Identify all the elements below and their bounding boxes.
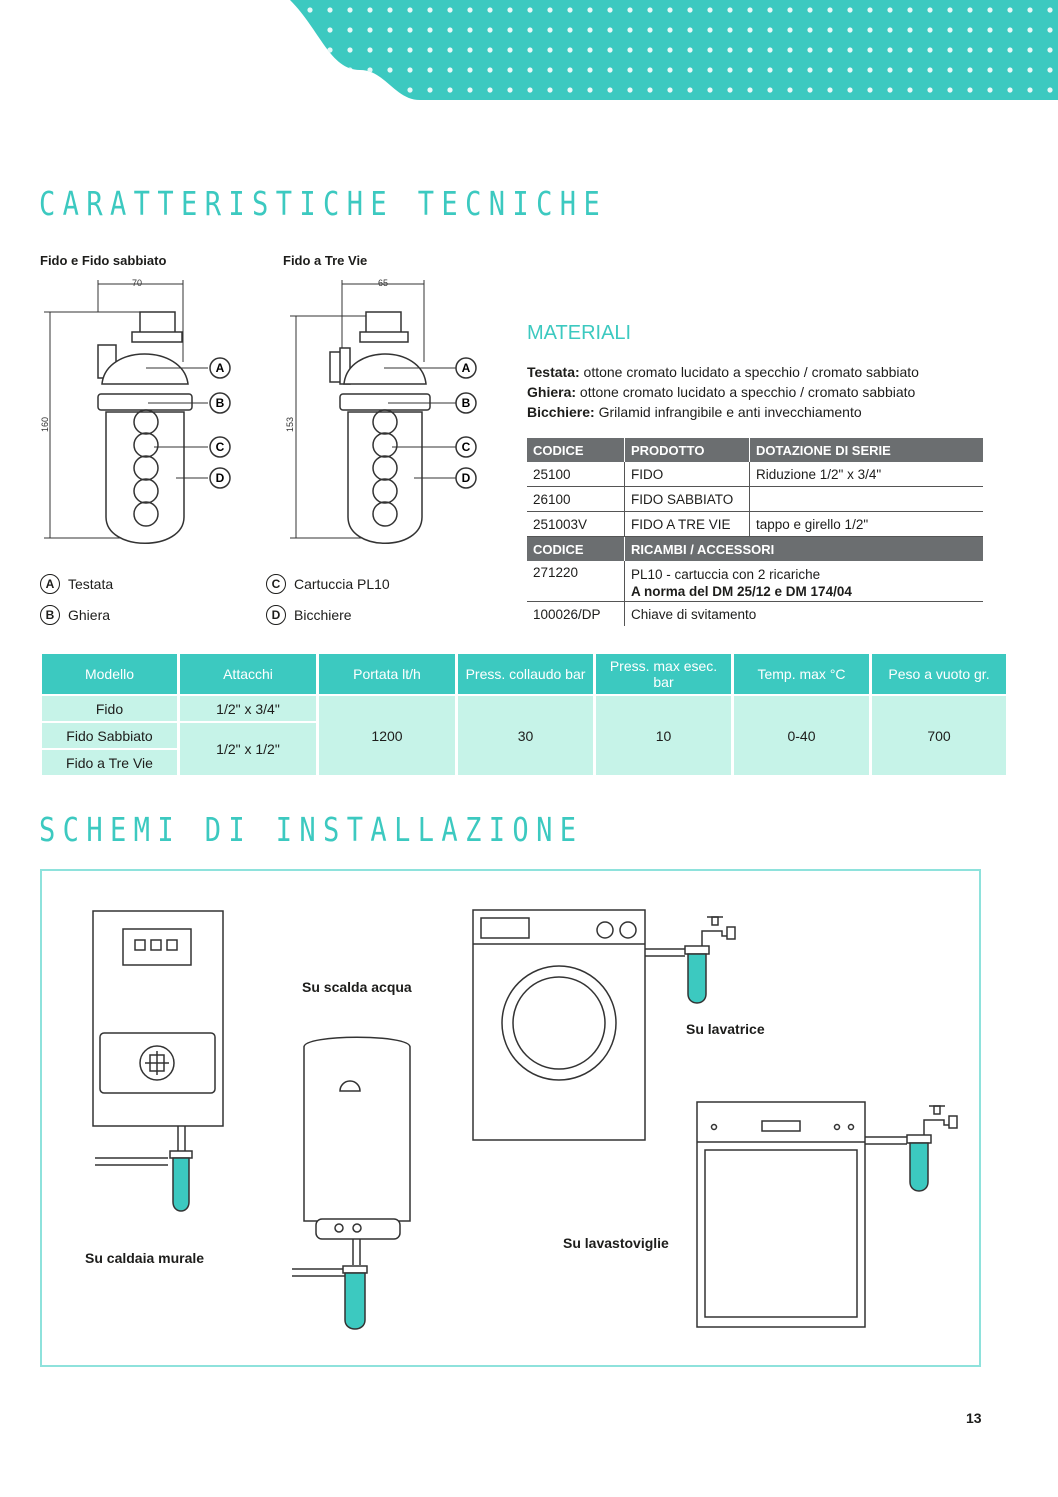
- filter-icon: [343, 1266, 367, 1329]
- header-cell: DOTAZIONE DI SERIE: [750, 438, 984, 462]
- table-row: [527, 602, 983, 627]
- table-row: [527, 561, 983, 602]
- header-dotted-band: [0, 0, 1058, 100]
- boiler-illustration: [93, 911, 223, 1165]
- cell-equip: tappo e girello 1/2": [750, 512, 984, 537]
- drawing-title-right: Fido a Tre Vie: [283, 253, 368, 268]
- header-cell: Press. max esec. bar: [596, 654, 731, 694]
- filter-icon: [685, 946, 709, 1003]
- drawing-title-left: Fido e Fido sabbiato: [40, 253, 167, 268]
- cell-code: 251003V: [527, 512, 625, 537]
- letter-c-left: C: [215, 440, 225, 454]
- caption-caldaia-murale: Su caldaia murale: [85, 1250, 205, 1266]
- spec-table-header: [42, 654, 1006, 694]
- filter-icon: [170, 1151, 192, 1211]
- material-line-testata: [527, 364, 919, 380]
- header-cell: Peso a vuoto gr.: [872, 654, 1006, 694]
- cell-code: 100026/DP: [533, 606, 601, 622]
- cell-product: FIDO: [625, 462, 750, 487]
- legend-letter: B: [40, 605, 60, 625]
- header-cell: Temp. max °C: [734, 654, 869, 694]
- letter-b-left: B: [215, 396, 225, 410]
- cell-portata: 1200: [319, 696, 455, 775]
- cell-model: Fido a Tre Vie: [42, 750, 177, 775]
- header-cell: Portata lt/h: [319, 654, 455, 694]
- table-row: [527, 487, 983, 512]
- header-cell: Modello: [42, 654, 177, 694]
- product-table-header-2: [527, 537, 983, 562]
- cell-code: 26100: [527, 487, 625, 512]
- material-text: ottone cromato lucidato a specchio / cromato sabbiato: [583, 364, 919, 380]
- legend-item-b: [40, 605, 110, 625]
- letter-b-right: B: [461, 396, 471, 410]
- table-row: [527, 512, 983, 537]
- legend-label: Bicchiere: [294, 607, 352, 623]
- dishwasher-illustration: [697, 1102, 907, 1327]
- cell-product: FIDO SABBIATO: [625, 487, 750, 512]
- header-cell: CODICE: [527, 438, 625, 462]
- caption-lavatrice: Su lavatrice: [686, 1021, 765, 1037]
- installation-illustrations: [40, 869, 981, 1367]
- material-line-ghiera: [527, 384, 915, 400]
- product-table-header: [527, 438, 983, 462]
- cell-attacchi: 1/2" x 3/4": [180, 696, 316, 721]
- page-number: 13: [966, 1410, 982, 1426]
- material-line-bicchiere: [527, 404, 862, 420]
- dim-width-left: 70: [132, 278, 143, 288]
- legend-label: Testata: [68, 576, 114, 592]
- faucet-icon: [702, 917, 735, 946]
- washing-machine-illustration: [473, 910, 685, 1140]
- legend-letter: D: [266, 605, 286, 625]
- legend-letter: C: [266, 574, 286, 594]
- letter-a-left: A: [215, 361, 225, 375]
- cell-desc: PL10 - cartuccia con 2 ricariche: [631, 567, 821, 582]
- dim-height-right: 153: [285, 416, 295, 432]
- material-text: ottone cromato lucidato a specchio / cromato sabbiato: [579, 384, 916, 400]
- header-cell: PRODOTTO: [625, 438, 750, 462]
- header-cell: RICAMBI / ACCESSORI: [625, 537, 984, 562]
- cell-equip: Riduzione 1/2" x 3/4": [750, 462, 984, 487]
- legend-item-d: [266, 605, 352, 625]
- legend-letter: A: [40, 574, 60, 594]
- water-heater-illustration: [292, 1037, 410, 1276]
- letter-d-left: D: [215, 471, 225, 485]
- filter-drawing-right: [276, 272, 486, 557]
- cell-peso: 700: [872, 696, 1006, 775]
- caption-lavastoviglie: Su lavastoviglie: [563, 1235, 669, 1251]
- caption-scalda-acqua: Su scalda acqua: [302, 979, 412, 995]
- material-label: Bicchiere:: [527, 404, 595, 420]
- legend-item-a: [40, 574, 113, 594]
- legend-item-c: [266, 574, 390, 594]
- cell-product: FIDO A TRE VIE: [625, 512, 750, 537]
- cell-attacchi: 1/2" x 1/2": [180, 723, 316, 775]
- spec-table: [39, 652, 1009, 777]
- filter-icon: [907, 1135, 931, 1191]
- legend-label: Ghiera: [68, 607, 111, 623]
- dim-width-right: 65: [378, 278, 389, 288]
- header-cell: CODICE: [527, 537, 625, 562]
- material-label: Testata:: [527, 364, 580, 380]
- cell-code: 271220: [527, 561, 625, 602]
- dim-height-left: 160: [40, 416, 50, 432]
- letter-a-right: A: [461, 361, 471, 375]
- letter-c-right: C: [461, 440, 471, 454]
- material-text: Grilamid infrangibile e anti invecchiamento: [598, 404, 862, 420]
- cell-note: A norma del DM 25/12 e DM 174/04: [631, 584, 852, 599]
- letter-d-right: D: [461, 471, 471, 485]
- cell-max-esec: 10: [596, 696, 731, 775]
- table-row: [527, 462, 983, 487]
- faucet-icon: [924, 1106, 957, 1135]
- product-table: [527, 438, 983, 626]
- cell-collaudo: 30: [458, 696, 593, 775]
- cell-desc: Chiave di svitamento: [625, 602, 984, 627]
- legend-label: Cartuccia PL10: [294, 576, 390, 592]
- header-cell: Press. collaudo bar: [458, 654, 593, 694]
- section-title-install: SCHEMI DI INSTALLAZIONE: [39, 810, 584, 849]
- filter-drawing-left: [36, 272, 246, 557]
- cell-model: Fido: [42, 696, 177, 721]
- header-cell: Attacchi: [180, 654, 316, 694]
- section-title-tech: CARATTERISTICHE TECNICHE: [39, 184, 608, 223]
- cell-equip: [750, 487, 984, 512]
- materials-title: MATERIALI: [527, 322, 632, 344]
- cell-model: Fido Sabbiato: [42, 723, 177, 748]
- cell-temp: 0-40: [734, 696, 869, 775]
- table-row: [42, 696, 1006, 721]
- material-label: Ghiera:: [527, 384, 577, 400]
- cell-code: 25100: [527, 462, 625, 487]
